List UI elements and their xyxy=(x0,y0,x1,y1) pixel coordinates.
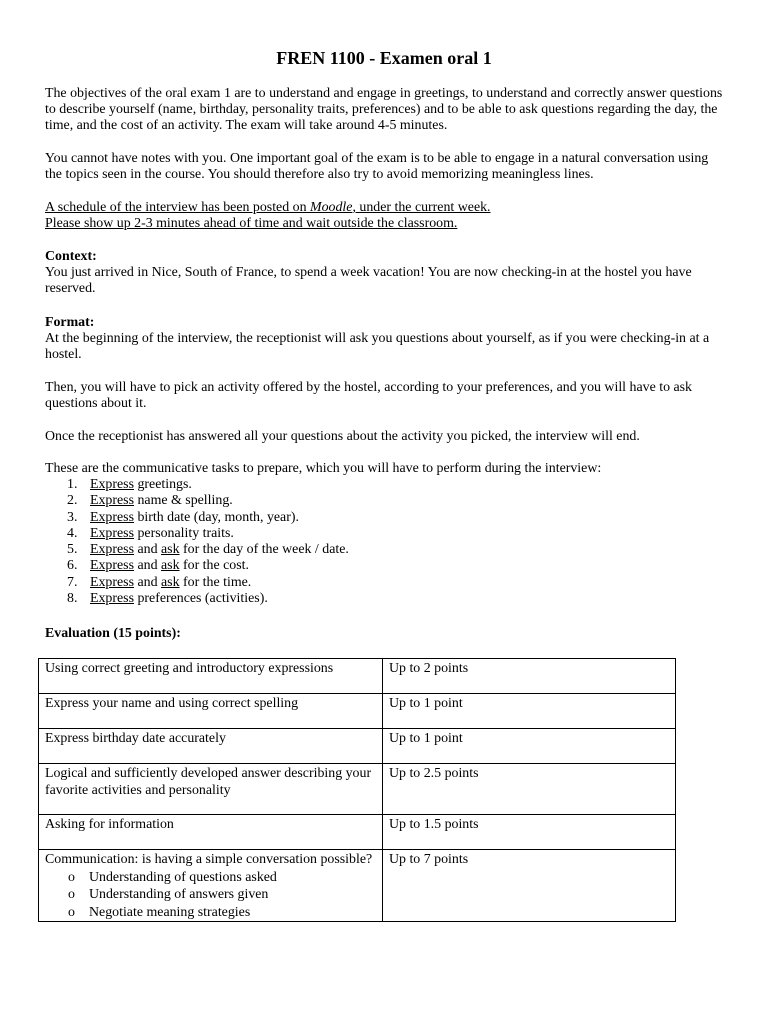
list-item: 2. Express name & spelling. xyxy=(67,493,233,509)
table-row xyxy=(39,659,676,694)
notes-paragraph: You cannot have notes with you. One important goal of the exam is to be able to engage in a natural conversation using the topics seen in the course. You should therefore also try to avoid memorizing meaningless lines. xyxy=(45,151,709,182)
list-item: o Understanding of questions asked xyxy=(68,869,277,885)
criterion-cell: Asking for information xyxy=(39,815,383,850)
format-paragraph-2: Then, you will have to pick an activity offered by the hostel, according to your preferences, and you will have to ask questions about it. xyxy=(45,380,692,411)
list-item: 1. Express greetings. xyxy=(67,477,192,492)
points-cell: Up to 1 point xyxy=(383,729,676,764)
list-item: 8. Express preferences (activities). xyxy=(67,591,268,607)
context-text: You just arrived in Nice, South of France, to spend a week vacation! You are now checking-in at the hostel you have reserved. xyxy=(45,265,692,296)
criterion-cell: Express birthday date accurately xyxy=(39,729,383,764)
page-title: FREN 1100 - Examen oral 1 xyxy=(276,48,492,68)
evaluation-table xyxy=(38,658,676,922)
tasks-intro: These are the communicative tasks to prepare, which you will have to perform during the interview: xyxy=(45,461,602,476)
schedule-line-1: A schedule of the interview has been posted on Moodle, under the current week. xyxy=(45,200,491,215)
table-row xyxy=(39,694,676,729)
bullet-icon: o xyxy=(68,887,75,902)
tasks-list xyxy=(45,477,725,607)
evaluation-heading: Evaluation (15 points): xyxy=(45,626,181,641)
bullet-icon: o xyxy=(68,904,75,920)
list-item: 5. Express and ask for the day of the week / date. xyxy=(67,542,349,558)
format-heading: Format: xyxy=(45,315,95,330)
list-item: o Negotiate meaning strategies xyxy=(68,904,251,920)
points-cell: Up to 1.5 points xyxy=(383,815,676,850)
points-cell: Up to 7 points xyxy=(383,850,676,922)
list-item: 6. Express and ask for the cost. xyxy=(67,558,249,574)
context-section xyxy=(45,249,725,297)
criterion-cell: Communication: is having a simple conversation possible? o Understanding of questions asked o Understanding of answers given o Negotiate meaning strategies xyxy=(39,850,383,922)
schedule-paragraph xyxy=(45,200,725,232)
format-paragraph-3: Once the receptionist has answered all your questions about the activity you picked, the interview will end. xyxy=(45,429,640,444)
criterion-cell: Using correct greeting and introductory expressions xyxy=(39,659,383,694)
points-cell: Up to 2.5 points xyxy=(383,764,676,815)
points-cell: Up to 2 points xyxy=(383,659,676,694)
list-item: 7. Express and ask for the time. xyxy=(67,574,252,590)
criterion-cell: Logical and sufficiently developed answer describing your favorite activities and personality xyxy=(39,764,383,815)
list-item: 4. Express personality traits. xyxy=(67,525,234,541)
format-section xyxy=(45,315,725,363)
criterion-cell: Express your name and using correct spelling xyxy=(39,694,383,729)
points-cell: Up to 1 point xyxy=(383,694,676,729)
format-paragraph-1: At the beginning of the interview, the receptionist will ask you questions about yourself, as if you were checking-in at a hostel. xyxy=(45,331,710,362)
objectives-paragraph: The objectives of the oral exam 1 are to understand and engage in greetings, to understand and correctly answer questions to describe yourself (name, birthday, personality traits, preferences) and to be able to ask questions regarding the day, the time, and the cost of an activity. The exam will take around 4-5 minutes. xyxy=(45,86,723,133)
schedule-line-2: Please show up 2-3 minutes ahead of time and wait outside the classroom. xyxy=(45,216,458,231)
list-item: o Understanding of answers given xyxy=(68,887,269,902)
table-row xyxy=(39,764,676,815)
table-row xyxy=(39,850,676,922)
context-heading: Context: xyxy=(45,249,97,264)
table-row xyxy=(39,729,676,764)
table-row xyxy=(39,815,676,850)
communication-sub-list xyxy=(45,869,376,922)
bullet-icon: o xyxy=(68,869,75,885)
moodle-reference: Moodle xyxy=(310,200,353,215)
list-item: 3. Express birth date (day, month, year). xyxy=(67,509,299,525)
